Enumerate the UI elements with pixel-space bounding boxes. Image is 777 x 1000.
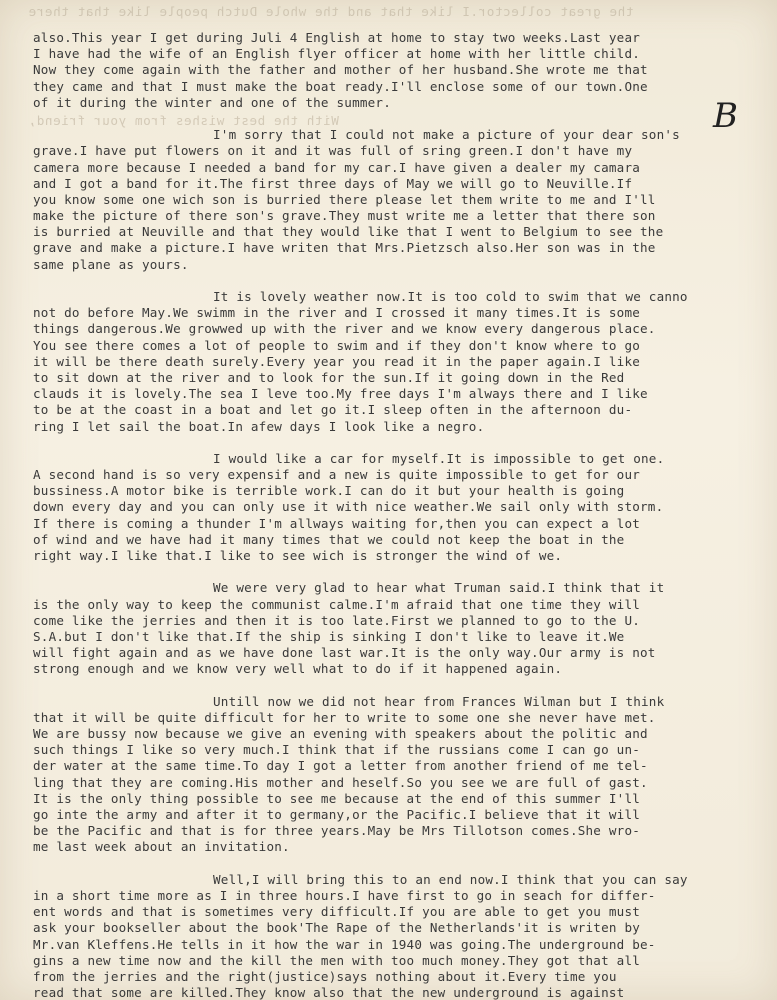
text-line: Untill now we did not hear from Frances Wilman but I think — [213, 693, 665, 709]
text-line: read that some are killed.They know also that the new underground is against — [33, 985, 625, 1000]
text-line: same plane as yours. — [33, 256, 189, 272]
text-line: make the picture of there son's grave.They must write me a letter that there son — [33, 208, 656, 224]
text-line: ent words and that is sometimes very difficult.If you are able to get you must — [33, 904, 641, 920]
text-line: be the Pacific and that is for three years.May be Mrs Tillotson comes.She wro- — [33, 823, 641, 839]
text-line: to sit down at the river and to look for the sun.If it going down in the Red — [33, 369, 625, 385]
text-line: grave.I have put flowers on it and it was full of sring green.I don't have my — [33, 143, 633, 159]
text-line: things dangerous.We growwed up with the river and we know every dangerous place. — [33, 321, 656, 337]
paragraph-gap — [33, 678, 768, 694]
paragraph-gap — [33, 273, 768, 289]
text-line: We were very glad to hear what Truman said.I think that it — [213, 580, 665, 596]
text-line: Well,I will bring this to an end now.I think that you can say — [213, 871, 688, 887]
text-line: of wind and we have had it many times that we could not keep the boat in the — [33, 531, 625, 547]
text-line: I have had the wife of an English flyer officer at home with her little child. — [33, 46, 641, 62]
text-line: come like the jerries and then it is too late.First we planned to go to the U. — [33, 612, 641, 628]
text-line: you know some one wich son is burried there please let them write to me and I'll — [33, 191, 656, 207]
text-line: camera more because I needed a band for my car.I have given a dealer my camara — [33, 159, 641, 175]
text-line: to be at the coast in a boat and let go it.I sleep often in the afternoon du- — [33, 402, 633, 418]
text-line: not do before May.We swimm in the river and I crossed it many times.It is some — [33, 305, 641, 321]
paragraph — [33, 451, 768, 564]
text-line: they came and that I must make the boat ready.I'll enclose some of our town.One — [33, 78, 648, 94]
text-line: Mr.van Kleffens.He tells in it how the war in 1940 was going.The underground be- — [33, 936, 656, 952]
text-line: it will be there death surely.Every year you read it in the paper again.I like — [33, 353, 641, 369]
text-line: I'm sorry that I could not make a picture of your dear son's — [213, 127, 680, 143]
text-line: is burried at Neuville and that they would like that I went to Belgium to see the — [33, 224, 664, 240]
text-line: of it during the winter and one of the summer. — [33, 94, 391, 110]
paragraph-gap — [33, 856, 768, 872]
handwritten-margin-mark: B — [713, 96, 738, 136]
text-line: You see there comes a lot of people to swim and if they don't know where to go — [33, 337, 641, 353]
paragraph — [33, 872, 768, 1000]
text-line: such things I like so very much.I think that if the russians come I can go un- — [33, 742, 641, 758]
text-line: S.A.but I don't like that.If the ship is sinking I don't like to leave it.We — [33, 628, 625, 644]
paragraph — [33, 694, 768, 856]
paragraph — [33, 30, 768, 111]
text-line: also.This year I get during Juli 4 English at home to stay two weeks.Last year — [33, 30, 641, 45]
text-line: bussiness.A motor bike is terrible work.I can do it but your health is going — [33, 483, 625, 499]
text-line: A second hand is so very expensif and a new is quite impossible to get for our — [33, 467, 641, 483]
text-line: grave and make a picture.I have writen that Mrs.Pietzsch also.Her son was in the — [33, 240, 656, 256]
paragraph-gap — [33, 435, 768, 451]
text-line: der water at the same time.To day I got a letter from another friend of me tel- — [33, 758, 648, 774]
text-line: Now they come again with the father and mother of her husband.She wrote me that — [33, 62, 648, 78]
text-line: in a short time more as I in three hours.I have first to go in seach for differ- — [33, 887, 656, 903]
text-line: It is lovely weather now.It is too cold to swim that we canno — [213, 289, 688, 304]
text-line: down every day and you can only use it with nice weather.We sail only with storm. — [33, 499, 664, 515]
text-line: If there is coming a thunder I'm allways waiting for,then you can expect a lot — [33, 515, 641, 531]
text-line: from the jerries and the right(justice)says nothing about it.Every time you — [33, 968, 617, 984]
show-through-text: the great collector.I like that and the whole Dutch people like that there — [28, 4, 634, 19]
paragraph-gap — [33, 111, 768, 127]
text-line: It is the only thing possible to see me because at the end of this summer I'll — [33, 790, 641, 806]
text-line: will fight again and as we have done last war.It is the only way.Our army is not — [33, 645, 656, 661]
text-line: ring I let sail the boat.In afew days I look like a negro. — [33, 418, 485, 434]
text-line: gins a new time now and the kill the men with too much money.They got that all — [33, 952, 641, 968]
paragraph — [33, 127, 768, 273]
text-line: right way.I like that.I like to see wich is stronger the wind of we. — [33, 548, 563, 563]
text-line: I would like a car for myself.It is impossible to get one. — [213, 450, 665, 466]
text-line: ask your bookseller about the book'The Rape of the Netherlands'it is writen by — [33, 920, 641, 936]
paragraph — [33, 580, 768, 677]
text-line: that it will be quite difficult for her to write to some one she never have met. — [33, 709, 656, 725]
paragraph — [33, 289, 768, 435]
text-line: is the only way to keep the communist calme.I'm afraid that one time they will — [33, 596, 641, 612]
text-line: clauds it is lovely.The sea I leve too.My free days I'm always there and I like — [33, 386, 648, 402]
paragraph-gap — [33, 564, 768, 580]
text-line: me last week about an invitation. — [33, 839, 290, 855]
text-line: ling that they are coming.His mother and heself.So you see we are full of gast. — [33, 774, 648, 790]
text-line: go inte the army and after it to germany,or the Pacific.I believe that it will — [33, 807, 641, 822]
letter-body — [33, 30, 768, 1000]
text-line: and I got a band for it.The first three days of May we will go to Neuville.If — [33, 175, 633, 191]
show-through-text: With the best wishes from your friend, — [28, 113, 339, 128]
text-line: strong enough and we know very well what to do if it happened again. — [33, 661, 563, 677]
text-line: We are bussy now because we give an evening with speakers about the politic and — [33, 726, 648, 742]
